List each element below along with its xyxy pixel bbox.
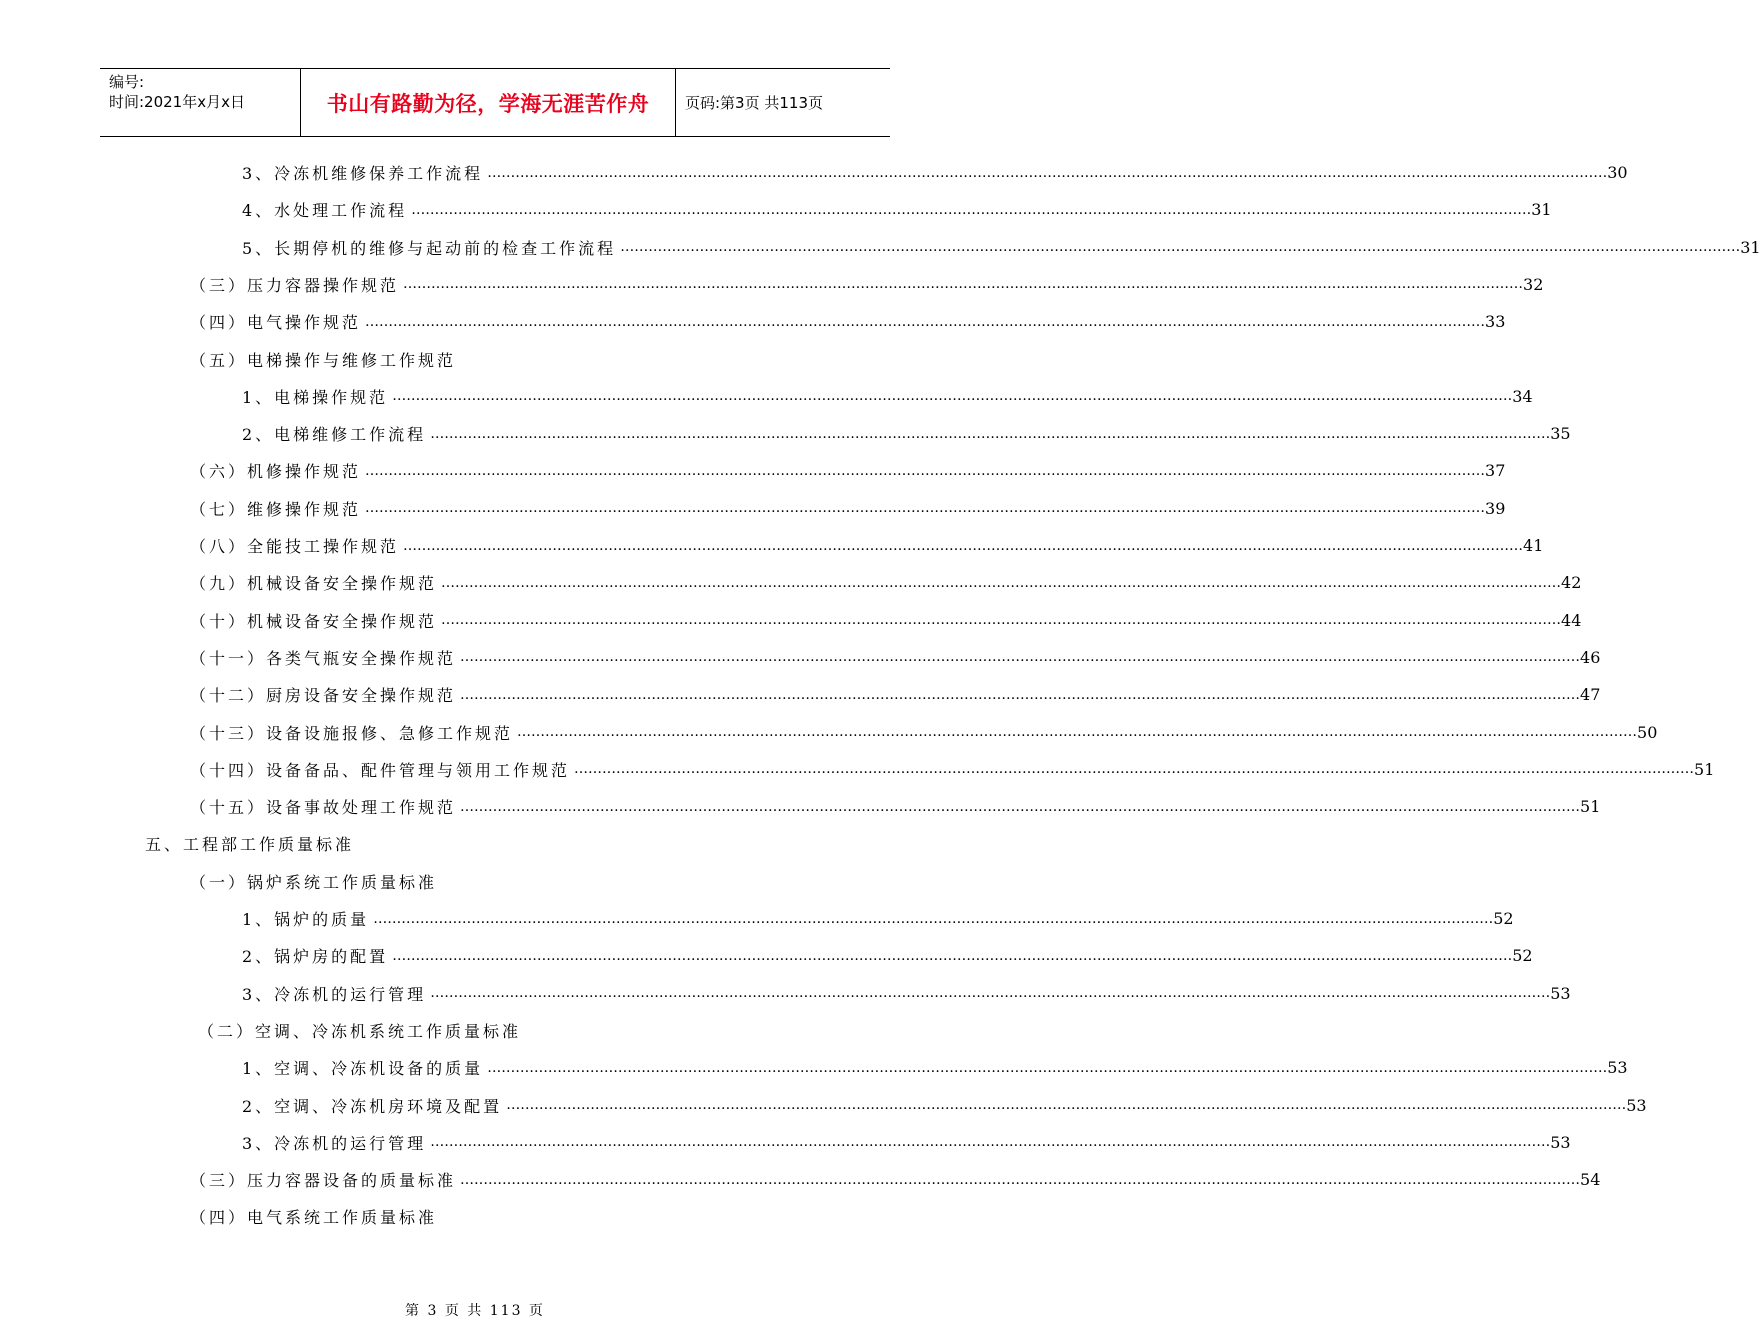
toc-entry[interactable]	[242, 1124, 1571, 1161]
time-label: 时间:2021年x月x日	[109, 93, 245, 111]
toc-entry-title: 2、电梯维修工作流程	[242, 425, 427, 445]
toc-entry-title: （十五）设备事故处理工作规范	[190, 798, 457, 818]
toc-page-number: 52	[1512, 946, 1533, 966]
toc-entry-title: （七）维修操作规范	[190, 499, 362, 519]
toc-page-number: 54	[1580, 1170, 1601, 1190]
toc-entry[interactable]	[190, 788, 1601, 825]
toc-dot-leader: ……………………………………………………………………………………………………………………………………………………………………………………………………………………	[460, 1171, 1581, 1188]
toc-entry[interactable]	[242, 378, 1533, 415]
toc-page-number: 44	[1561, 610, 1582, 630]
toc-entry[interactable]	[242, 900, 1514, 937]
toc-entry[interactable]	[190, 639, 1601, 676]
toc-entry[interactable]	[190, 676, 1601, 713]
toc-page-number: 51	[1580, 797, 1601, 817]
toc-entry[interactable]	[190, 714, 1658, 751]
toc-page-number: 31	[1740, 237, 1761, 257]
toc-entry-title: 3、冷冻机维修保养工作流程	[242, 164, 484, 183]
header-motto: 书山有路勤为径，学海无涯苦作舟	[301, 69, 676, 136]
toc-dot-leader: ……………………………………………………………………………………………………………………………………………………………………………………………………………………	[441, 612, 1562, 629]
toc-dot-leader: ……………………………………………………………………………………………………………………………………………………………………………………………………………………	[460, 649, 1581, 666]
toc-dot-leader: ……………………………………………………………………………………………………………………………………………………………………………………………………………………	[430, 1134, 1551, 1151]
toc-entry[interactable]	[190, 303, 1506, 340]
toc-entry[interactable]	[242, 191, 1552, 228]
toc-dot-leader: ……………………………………………………………………………………………………………………………………………………………………………………………………………………	[430, 425, 1551, 442]
serial-label: 编号:	[109, 73, 145, 91]
toc-entry[interactable]	[190, 751, 1715, 788]
toc-entry-title: （八）全能技工操作规范	[190, 537, 400, 556]
toc-dot-leader: ……………………………………………………………………………………………………………………………………………………………………………………………………………………	[430, 985, 1551, 1002]
toc-dot-leader: ……………………………………………………………………………………………………………………………………………………………………………………………………………………	[403, 276, 1524, 293]
page-footer: 第 3 页 共 113 页	[405, 1303, 545, 1319]
header-page-info: 页码:第3页 共113页	[685, 94, 823, 112]
toc-entry[interactable]	[190, 452, 1506, 489]
toc-dot-leader: ……………………………………………………………………………………………………………………………………………………………………………………………………………………	[441, 574, 1562, 591]
toc-page-number: 39	[1485, 498, 1506, 518]
toc-dot-leader: ……………………………………………………………………………………………………………………………………………………………………………………………………………………	[392, 388, 1513, 405]
toc-entry[interactable]	[190, 564, 1582, 601]
toc-entry-title: （三）压力容器设备的质量标准	[190, 1171, 457, 1191]
toc-entry[interactable]	[190, 527, 1544, 564]
toc-page-number: 32	[1523, 274, 1544, 294]
toc-page-number: 35	[1550, 424, 1571, 444]
toc-entry-title: （四）电气系统工作质量标准	[190, 1208, 438, 1228]
toc-entry-title: 2、空调、冷冻机房环境及配置	[242, 1096, 503, 1116]
toc-entry-title: 3、冷冻机的运行管理	[242, 1133, 427, 1153]
toc-entry-title: 1、电梯操作规范	[242, 387, 389, 407]
toc-dot-leader: ……………………………………………………………………………………………………………………………………………………………………………………………………………………	[373, 910, 1494, 927]
toc-page-number: 42	[1561, 573, 1582, 593]
toc-entry[interactable]	[190, 266, 1544, 303]
page-header	[100, 68, 890, 137]
toc-page-number: 30	[1607, 163, 1628, 182]
toc-page-number: 47	[1580, 685, 1601, 705]
toc-dot-leader: ……………………………………………………………………………………………………………………………………………………………………………………………………………………	[392, 947, 1513, 964]
toc-dot-leader: ……………………………………………………………………………………………………………………………………………………………………………………………………………………	[487, 164, 1608, 181]
toc-entry[interactable]	[242, 1049, 1628, 1086]
toc-page-number: 53	[1550, 983, 1571, 1003]
toc-page-number: 53	[1607, 1058, 1628, 1078]
toc-entry[interactable]	[190, 1198, 790, 1235]
toc-entry[interactable]	[242, 229, 1761, 266]
toc-entry[interactable]	[190, 602, 1582, 639]
toc-entry-title: 1、锅炉的质量	[242, 910, 370, 929]
toc-entry[interactable]	[198, 1012, 798, 1049]
toc-entry[interactable]	[242, 1087, 1647, 1124]
toc-entry-title: （五）电梯操作与维修工作规范	[190, 350, 457, 370]
toc-entry[interactable]	[145, 825, 745, 862]
toc-entry-title: （十四）设备备品、配件管理与领用工作规范	[190, 760, 571, 780]
toc-dot-leader: ……………………………………………………………………………………………………………………………………………………………………………………………………………………	[574, 761, 1695, 778]
toc-dot-leader: ……………………………………………………………………………………………………………………………………………………………………………………………………………………	[460, 798, 1581, 815]
toc-entry[interactable]	[190, 341, 790, 378]
toc-dot-leader: ……………………………………………………………………………………………………………………………………………………………………………………………………………………	[411, 201, 1532, 218]
toc-entry-title: （二）空调、冷冻机系统工作质量标准	[198, 1021, 522, 1041]
toc-entry-title: 4、水处理工作流程	[242, 201, 408, 221]
toc-dot-leader: ……………………………………………………………………………………………………………………………………………………………………………………………………………………	[365, 313, 1486, 330]
toc-entry-title: （六）机修操作规范	[190, 462, 362, 482]
toc-dot-leader: ……………………………………………………………………………………………………………………………………………………………………………………………………………………	[620, 239, 1741, 256]
toc-dot-leader: ……………………………………………………………………………………………………………………………………………………………………………………………………………………	[487, 1059, 1608, 1076]
toc-dot-leader: ……………………………………………………………………………………………………………………………………………………………………………………………………………………	[460, 686, 1581, 703]
toc-page-number: 50	[1637, 722, 1658, 742]
toc-dot-leader: ……………………………………………………………………………………………………………………………………………………………………………………………………………………	[365, 500, 1486, 517]
toc-entry-title: （四）电气操作规范	[190, 313, 362, 333]
toc-entry[interactable]	[242, 154, 1628, 191]
toc-page-number: 37	[1485, 461, 1506, 481]
toc-entry[interactable]	[242, 415, 1571, 452]
toc-dot-leader: ……………………………………………………………………………………………………………………………………………………………………………………………………………………	[506, 1097, 1627, 1113]
toc-entry-title: （十）机械设备安全操作规范	[190, 611, 438, 631]
toc-page-number: 53	[1626, 1095, 1647, 1115]
toc-page-number: 41	[1523, 536, 1544, 555]
toc-entry-title: （十三）设备设施报修、急修工作规范	[190, 723, 514, 743]
toc-entry-title: （十一）各类气瓶安全操作规范	[190, 648, 457, 668]
toc-entry[interactable]	[190, 490, 1506, 527]
toc-entry-title: 1、空调、冷冻机设备的质量	[242, 1059, 484, 1079]
toc-entry-title: （九）机械设备安全操作规范	[190, 574, 438, 594]
toc-page-number: 31	[1531, 200, 1552, 220]
toc-page-number: 46	[1580, 647, 1601, 667]
toc-page-number: 52	[1493, 909, 1514, 928]
toc-entry[interactable]	[242, 975, 1571, 1012]
toc-entry[interactable]	[190, 863, 790, 900]
toc-entry[interactable]	[190, 1161, 1601, 1198]
toc-entry[interactable]	[242, 937, 1533, 974]
toc-entry-title: （一）锅炉系统工作质量标准	[190, 872, 438, 892]
toc-page-number: 33	[1485, 312, 1506, 332]
toc-entry-title: （十二）厨房设备安全操作规范	[190, 686, 457, 706]
toc-page-number: 34	[1512, 386, 1533, 406]
toc-entry-title: 五、工程部工作质量标准	[145, 835, 355, 855]
toc-dot-leader: ……………………………………………………………………………………………………………………………………………………………………………………………………………………	[403, 537, 1524, 554]
toc-page-number: 53	[1550, 1132, 1571, 1152]
toc-dot-leader: ……………………………………………………………………………………………………………………………………………………………………………………………………………………	[365, 462, 1486, 479]
toc-dot-leader: ……………………………………………………………………………………………………………………………………………………………………………………………………………………	[517, 724, 1638, 740]
toc-entry-title: 3、冷冻机的运行管理	[242, 984, 427, 1004]
toc-entry-title: 5、长期停机的维修与起动前的检查工作流程	[242, 238, 617, 258]
toc-entry-title: （三）压力容器操作规范	[190, 275, 400, 295]
header-meta	[100, 69, 301, 136]
toc-entry-title: 2、锅炉房的配置	[242, 947, 389, 967]
toc-page-number: 51	[1694, 759, 1715, 779]
